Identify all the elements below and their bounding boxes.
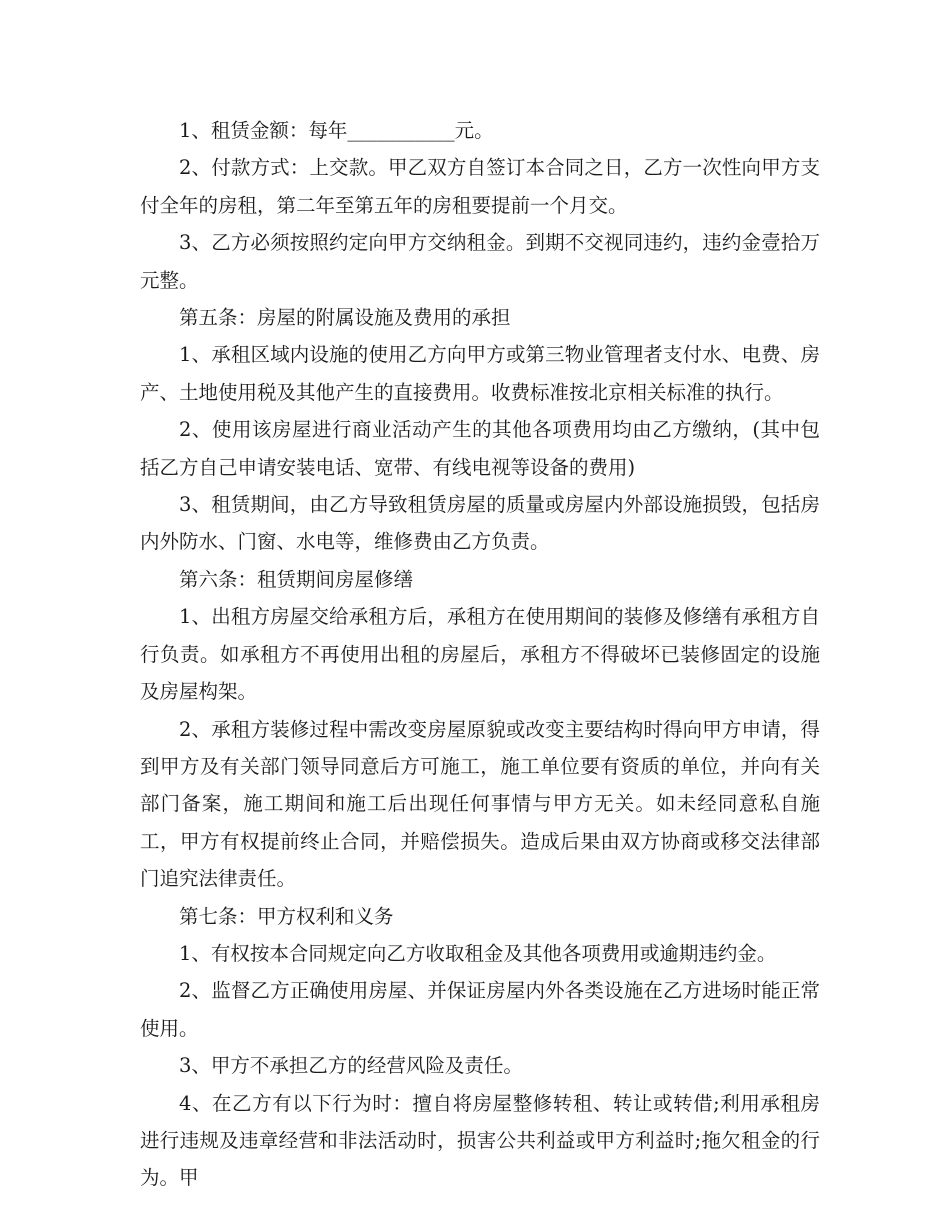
clause-paragraph: 2、付款方式：上交款。甲乙双方自签订本合同之日，乙方一次性向甲方支付全年的房租，第二年至第五年的房租要提前一个月交。: [140, 156, 820, 217]
clause-paragraph: 4、在乙方有以下行为时：擅自将房屋整修转租、转让或转借;利用承租房进行违规及违章经营和非法活动时，损害公共利益或甲方利益时;拖欠租金的行为。甲: [140, 1091, 820, 1190]
clause-paragraph: 1、出租方房屋交给承租方后，承租方在使用期间的装修及修缮有承租方自行负责。如承租方不再使用出租的房屋后，承租方不得破坏已装修固定的设施及房屋构架。: [140, 605, 820, 704]
clause-paragraph: 3、租赁期间，由乙方导致租赁房屋的质量或房屋内外部设施损毁，包括房内外防水、门窗、水电等，维修费由乙方负责。: [140, 493, 820, 554]
article-heading: 第七条：甲方权利和义务: [179, 904, 394, 928]
clause-paragraph: 2、承租方装修过程中需改变房屋原貌或改变主要结构时得向甲方申请，得到甲方及有关部门领导同意后方可施工，施工单位要有资质的单位，并向有关部门备案，施工期间和施工后出现任何事情与甲方无关。如未经同意私自施工，甲方有权提前终止合同，并赔偿损失。造成后果由双方协商或移交法律部门追究法律责任。: [140, 717, 820, 891]
article-heading: 第五条：房屋的附属设施及费用的承担: [179, 306, 511, 330]
clause-paragraph: 3、甲方不承担乙方的经营风险及责任。: [179, 1054, 523, 1078]
clause-paragraph: 3、乙方必须按照约定向甲方交纳租金。到期不交视同违约，违约金壹拾万元整。: [140, 231, 820, 292]
clause-paragraph: 1、承租区域内设施的使用乙方向甲方或第三物业管理者支付水、电费、房产、土地使用税及其他产生的直接费用。收费标准按北京相关标准的执行。: [140, 343, 820, 404]
document-body: [140, 112, 820, 1197]
article-heading: 第六条：租赁期间房屋修缮: [179, 567, 414, 591]
clause-paragraph: 1、有权按本合同规定向乙方收取租金及其他各项费用或逾期违约金。: [179, 941, 777, 965]
clause-paragraph: 2、使用该房屋进行商业活动产生的其他各项费用均由乙方缴纳，(其中包括乙方自己申请安装电话、宽带、有线电视等设备的费用): [140, 418, 820, 479]
clause-paragraph: 1、租赁金额：每年___________元。: [179, 119, 494, 142]
clause-paragraph: 2、监督乙方正确使用房屋、并保证房屋内外各类设施在乙方进场时能正常使用。: [140, 979, 820, 1040]
